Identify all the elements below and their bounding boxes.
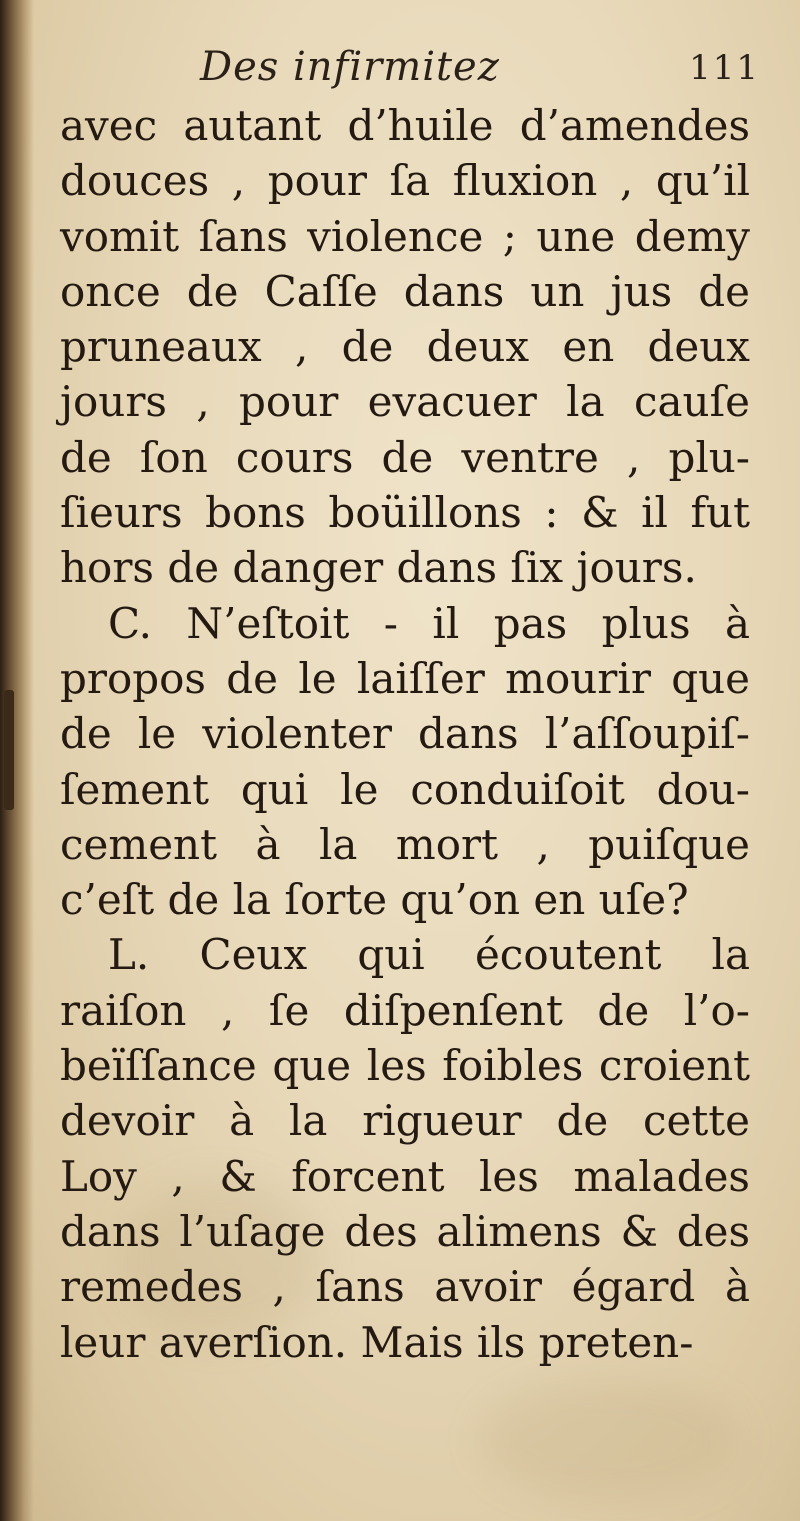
- text-line: de ſon cours de ventre , plu-: [60, 432, 750, 482]
- text-line: remedes , ſans avoir égard à: [60, 1262, 750, 1312]
- text-line: ſement qui le conduiſoit dou-: [60, 764, 750, 814]
- text-line: leur averſion. Mais ils preten-: [60, 1317, 694, 1367]
- text-line: Loy , & forcent les malades: [60, 1151, 750, 1201]
- running-title: Des infirmitez: [200, 44, 500, 90]
- paper-stain: [480, 1380, 740, 1500]
- text-line: ſieurs bons boüillons : & il fut: [60, 488, 750, 538]
- text-line: c’eſt de la ſorte qu’on en uſe?: [60, 875, 689, 925]
- page-header: [200, 44, 760, 100]
- text-line: devoir à la rigueur de cette: [60, 1096, 750, 1146]
- text-line: jours , pour evacuer la cauſe: [60, 377, 750, 427]
- text-line: pruneaux , de deux en deux: [60, 322, 750, 372]
- text-line: dans l’uſage des alimens & des: [60, 1206, 750, 1256]
- text-line: raiſon , ſe diſpenſent de l’o-: [60, 985, 750, 1035]
- text-line: avec autant d’huile d’amendes: [60, 101, 750, 150]
- text-line: L. Ceux qui écoutent la: [108, 930, 750, 980]
- text-line: cement à la mort , puiſque: [60, 819, 750, 869]
- text-line: vomit ſans violence ; une demy: [60, 211, 750, 261]
- text-line: C. N’eſtoit - il pas plus à: [108, 598, 750, 648]
- page-number: 111: [689, 48, 760, 88]
- text-line: propos de le laiſſer mourir que: [60, 653, 750, 703]
- body-text: [60, 98, 750, 1370]
- text-line: once de Caſſe dans un jus de: [60, 266, 750, 316]
- text-line: beïſſance que les foibles croient: [60, 1041, 750, 1091]
- text-line: de le violenter dans l’aſſoupiſ-: [60, 709, 750, 759]
- binding-mark: [4, 690, 14, 810]
- text-line: hors de danger dans ſix jours.: [60, 543, 697, 593]
- text-line: douces , pour ſa fluxion , qu’il: [60, 156, 750, 206]
